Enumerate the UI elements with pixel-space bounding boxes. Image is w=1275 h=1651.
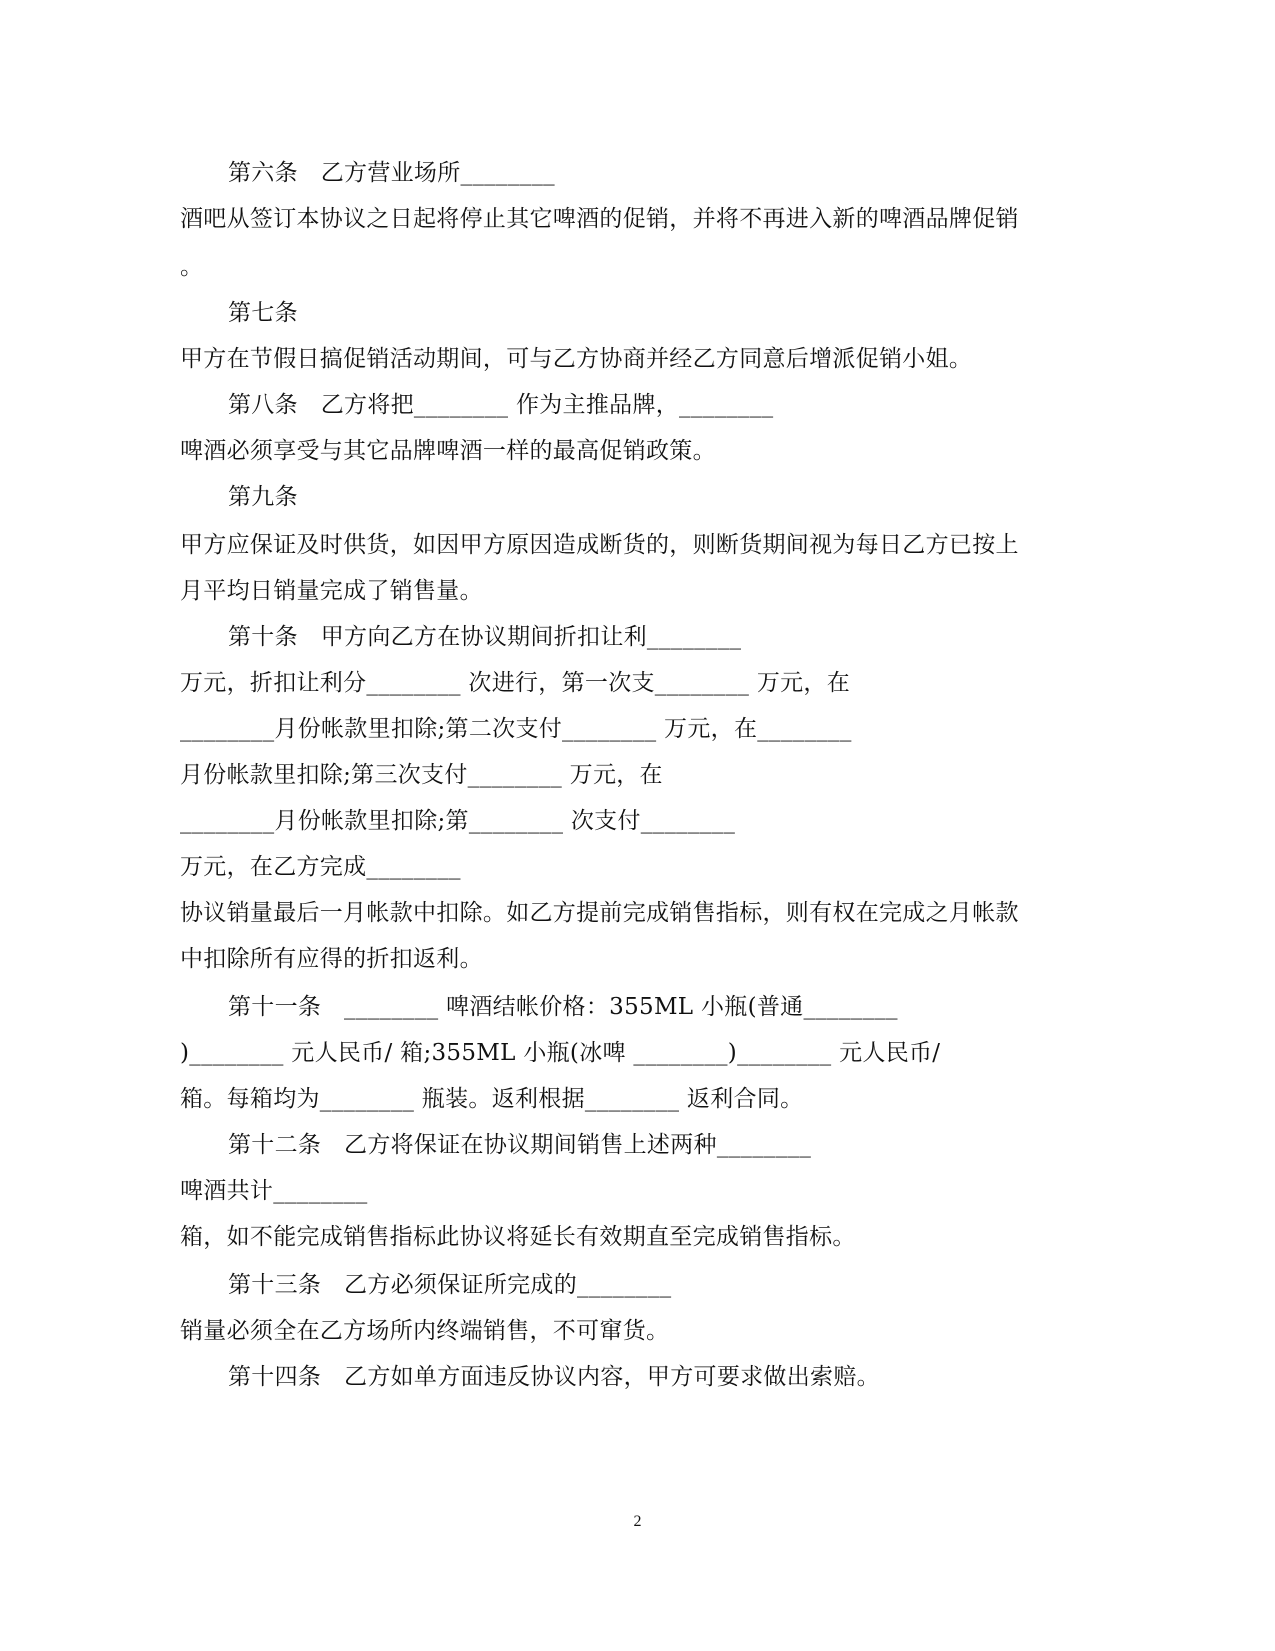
article-7-heading: 第七条 — [228, 300, 298, 326]
article-9-heading: 第九条 — [228, 484, 298, 510]
body-text-line: )________ 元人民币/ 箱;355ML 小瓶(冰啤 ________)________ 元人民币/ — [180, 1040, 941, 1066]
article-10-heading: 第十条 甲方向乙方在协议期间折扣让利________ — [228, 624, 742, 650]
body-text-line: 销量必须全在乙方场所内终端销售，不可窜货。 — [180, 1318, 670, 1344]
body-text-line: 月平均日销量完成了销售量。 — [180, 578, 483, 604]
article-11-heading: 第十一条 ________ 啤酒结帐价格：355ML 小瓶(普通________ — [228, 994, 898, 1020]
body-text-line: 协议销量最后一月帐款中扣除。如乙方提前完成销售指标，则有权在完成之月帐款 — [180, 900, 1019, 926]
body-text-line: 甲方在节假日搞促销活动期间，可与乙方协商并经乙方同意后增派促销小姐。 — [180, 346, 973, 372]
body-text-line: 。 — [180, 254, 204, 280]
body-text-line: 月份帐款里扣除;第三次支付________ 万元，在 — [180, 762, 663, 788]
body-text-line: 箱。每箱均为________ 瓶装。返利根据________ 返利合同。 — [180, 1086, 804, 1112]
body-text-line: 甲方应保证及时供货，如因甲方原因造成断货的，则断货期间视为每日乙方已按上 — [180, 532, 1019, 558]
body-text-line: 啤酒共计________ — [180, 1178, 368, 1204]
article-13-heading: 第十三条 乙方必须保证所完成的________ — [228, 1272, 672, 1298]
body-text-line: 万元，折扣让利分________ 次进行，第一次支________ 万元，在 — [180, 670, 851, 696]
article-12-heading: 第十二条 乙方将保证在协议期间销售上述两种________ — [228, 1132, 812, 1158]
article-14-heading: 第十四条 乙方如单方面违反协议内容，甲方可要求做出索赔。 — [228, 1364, 880, 1390]
page-number: 2 — [633, 1513, 642, 1530]
body-text-line: ________月份帐款里扣除;第二次支付________ 万元，在________ — [180, 716, 852, 742]
body-text-line: 啤酒必须享受与其它品牌啤酒一样的最高促销政策。 — [180, 438, 716, 464]
article-6-heading: 第六条 乙方营业场所________ — [228, 160, 555, 186]
body-text-line: 箱，如不能完成销售指标此协议将延长有效期直至完成销售指标。 — [180, 1224, 856, 1250]
body-text-line: 万元，在乙方完成________ — [180, 854, 461, 880]
body-text-line: 中扣除所有应得的折扣返利。 — [180, 946, 483, 972]
body-text-line: 酒吧从签订本协议之日起将停止其它啤酒的促销，并将不再进入新的啤酒品牌促销 — [180, 206, 1019, 232]
article-8-heading: 第八条 乙方将把________ 作为主推品牌，________ — [228, 392, 774, 418]
body-text-line: ________月份帐款里扣除;第________ 次支付________ — [180, 808, 736, 834]
